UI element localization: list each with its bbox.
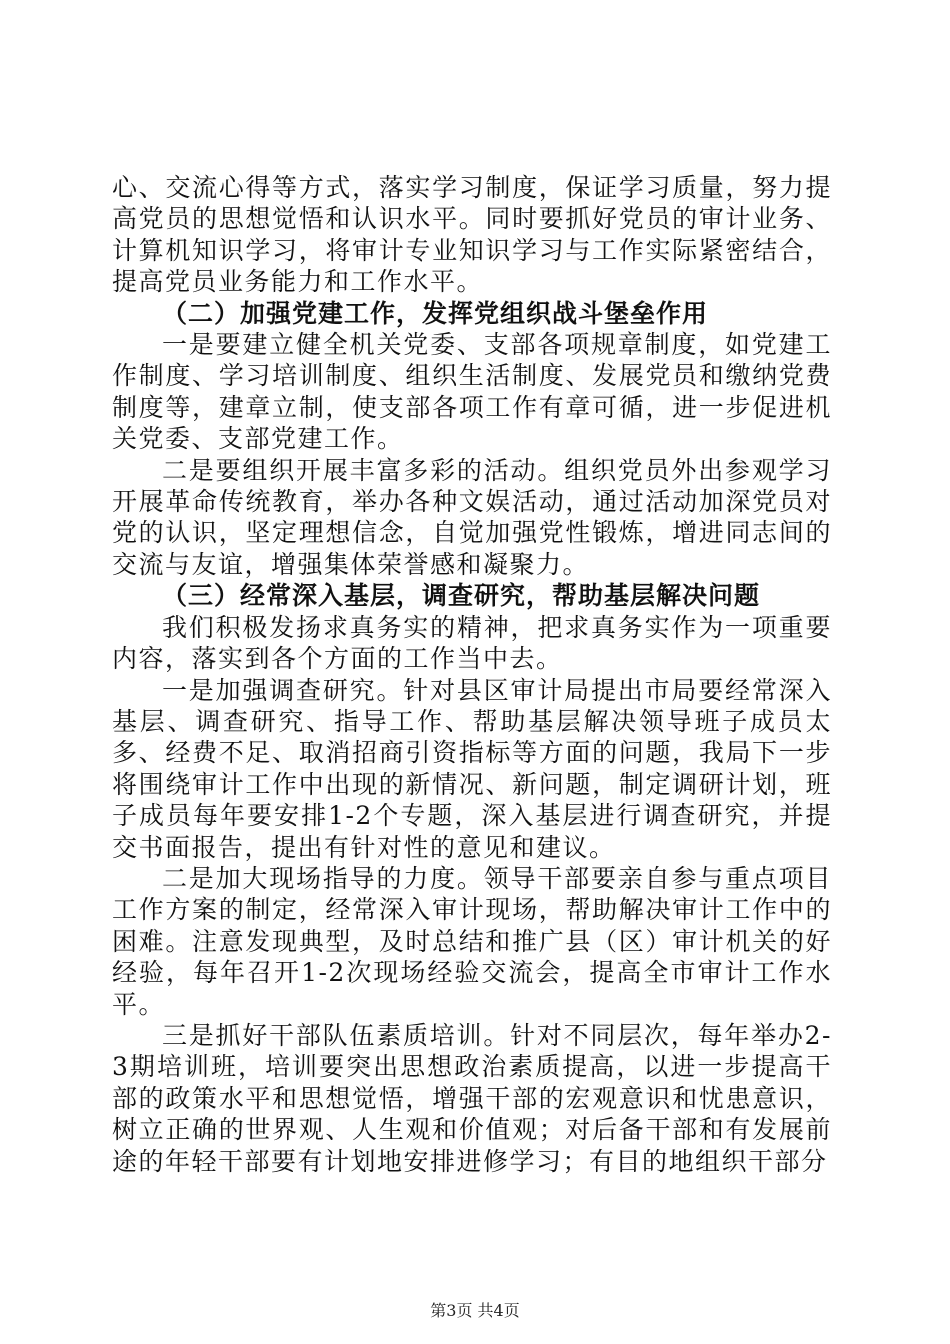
paragraph: 二是加大现场指导的力度。领导干部要亲自参与重点项目工作方案的制定，经常深入审计现场，帮助解决审计工作中的困难。注意发现典型，及时总结和推广县（区）审计机关的好经验，每年召开1-2次现场经验交流会，提高全市审计工作水平。 xyxy=(112,863,832,1019)
paragraph: 一是加强调查研究。针对县区审计局提出市局要经常深入基层、调查研究、指导工作、帮助基层解决领导班子成员太多、经费不足、取消招商引资指标等方面的问题，我局下一步将围绕审计工作中出现的新情况、新问题，制定调研计划，班子成员每年要安排1-2个专题，深入基层进行调查研究，并提交书面报告，提出有针对性的意见和建议。 xyxy=(112,675,832,862)
paragraph: 二是要组织开展丰富多彩的活动。组织党员外出参观学习开展革命传统教育，举办各种文娱活动，通过活动加深党员对党的认识，坚定理想信念，自觉加强党性锻炼，增进同志间的交流与友谊，增强集体荣誉感和凝聚力。 xyxy=(112,455,832,579)
section-heading: （三）经常深入基层，调查研究，帮助基层解决问题 xyxy=(162,581,761,611)
document-body xyxy=(112,172,832,1177)
paragraph: 心、交流心得等方式，落实学习制度，保证学习质量，努力提高党员的思想觉悟和认识水平。同时要抓好党员的审计业务、计算机知识学习，将审计专业知识学习与工作实际紧密结合，提高党员业务能力和工作水平。 xyxy=(112,173,832,297)
paragraph: 我们积极发扬求真务实的精神，把求真务实作为一项重要内容，落实到各个方面的工作当中去。 xyxy=(112,612,832,674)
page-number-label: 第3页 共4页 xyxy=(430,1301,520,1320)
paragraph: 三是抓好干部队伍素质培训。针对不同层次，每年举办2-3期培训班，培训要突出思想政治素质提高，以进一步提高干部的政策水平和思想觉悟，增强干部的宏观意识和忧患意识，树立正确的世界观、人生观和价值观；对后备干部和有发展前途的年轻干部要有计划地安排进修学习；有目的地组织干部分 xyxy=(112,1020,832,1176)
section-heading: （二）加强党建工作，发挥党组织战斗堡垒作用 xyxy=(162,298,709,328)
paragraph: 一是要建立健全机关党委、支部各项规章制度，如党建工作制度、学习培训制度、组织生活制度、发展党员和缴纳党费制度等，建章立制，使支部各项工作有章可循，进一步促进机关党委、支部党建工作。 xyxy=(112,330,832,454)
page-footer xyxy=(0,1298,950,1321)
